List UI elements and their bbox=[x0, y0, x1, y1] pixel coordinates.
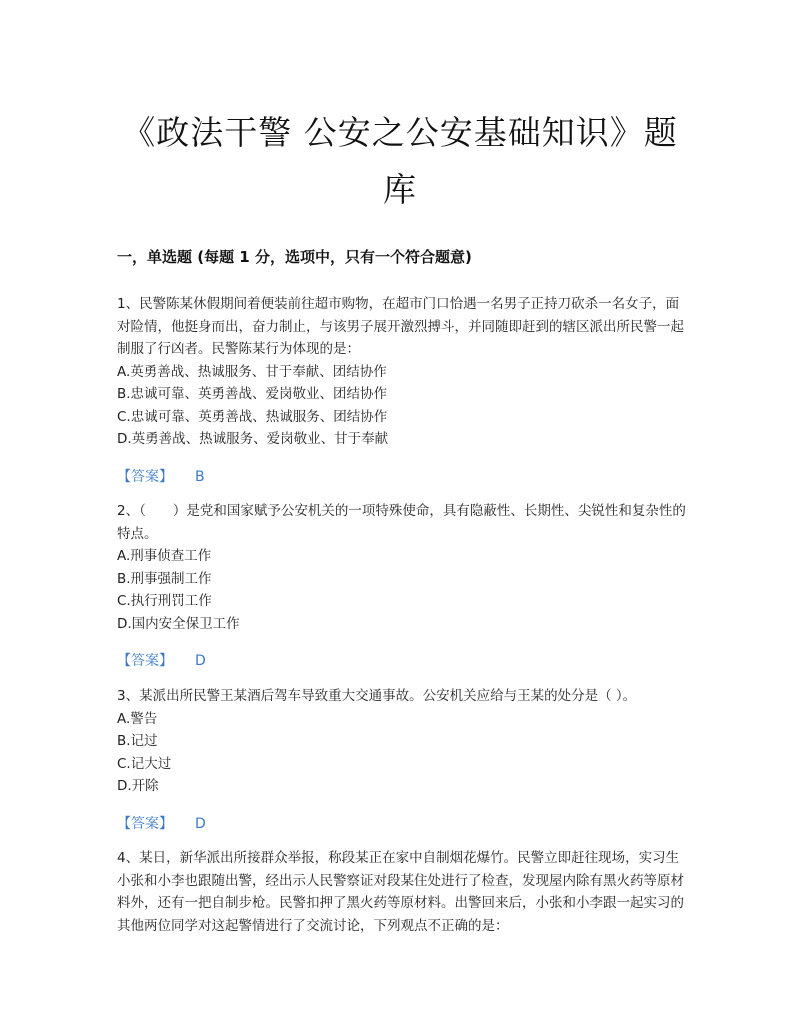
question-stem: 3、某派出所民警王某酒后驾车导致重大交通事故。公安机关应给与王某的处分是（ ）。 bbox=[117, 688, 637, 704]
option-b: B.记过 bbox=[117, 733, 158, 749]
answer-label: 【答案】 bbox=[117, 653, 173, 669]
answer-value: D bbox=[195, 816, 206, 832]
answer-label: 【答案】 bbox=[117, 469, 173, 485]
question-2 bbox=[117, 500, 687, 635]
option-b: B.忠诚可靠、英勇善战、爱岗敬业、团结协作 bbox=[117, 386, 388, 402]
option-a: A.刑事侦查工作 bbox=[117, 548, 212, 564]
option-c: C.记大过 bbox=[117, 755, 172, 772]
option-d: D.英勇善战、热诚服务、爱岗敬业、甘于奉献 bbox=[117, 431, 389, 447]
document-title: 《政法干警 公安之公安基础知识》题库 bbox=[122, 113, 678, 209]
answer-label: 【答案】 bbox=[117, 816, 173, 832]
question-stem: 4、某日，新华派出所接群众举报，称段某正在家中自制烟花爆竹。民警立即赶往现场，实习生小张和小李也跟随出警，经出示人民警察证对段某住处进行了检查，发现屋内除有黑火药等原材料外，还有一把自制步枪。民警扣押了黑火药等原材料。出警回来后，小张和小李跟一起实习的其他两位同学对这起警情进行了交流讨论，下列观点不正确的是： bbox=[117, 850, 684, 934]
option-d: D.开除 bbox=[117, 778, 159, 794]
question-4 bbox=[117, 847, 687, 937]
question-stem: 1、民警陈某休假期间着便装前往超市购物，在超市门口恰遇一名男子正持刀砍杀一名女子，面对险情，他挺身而出，奋力制止，与该男子展开激烈搏斗，并同随即赶到的辖区派出所民警一起制服了行凶者。民警陈某行为体现的是： bbox=[117, 296, 684, 357]
question-1 bbox=[117, 293, 687, 451]
answer-value: B bbox=[195, 469, 205, 485]
question-3 bbox=[117, 685, 687, 798]
option-c: C.忠诚可靠、英勇善战、热诚服务、团结协作 bbox=[117, 408, 388, 425]
option-c: C.执行刑罚工作 bbox=[117, 593, 212, 609]
answer-2 bbox=[117, 650, 206, 670]
option-a: A.英勇善战、热诚服务、甘于奉献、团结协作 bbox=[117, 363, 387, 380]
option-a: A.警告 bbox=[117, 710, 158, 727]
option-d: D.国内安全保卫工作 bbox=[117, 615, 240, 632]
answer-3 bbox=[117, 813, 206, 833]
answer-value: D bbox=[195, 653, 206, 669]
answer-1 bbox=[117, 466, 205, 486]
option-b: B.刑事强制工作 bbox=[117, 570, 212, 587]
section-heading: 一，单选题 (每题 1 分，选项中，只有一个符合题意) bbox=[117, 248, 472, 266]
question-stem: 2、（ ）是党和国家赋予公安机关的一项特殊使命，具有隐蔽性、长期性、尖锐性和复杂性的特点。 bbox=[117, 503, 686, 542]
